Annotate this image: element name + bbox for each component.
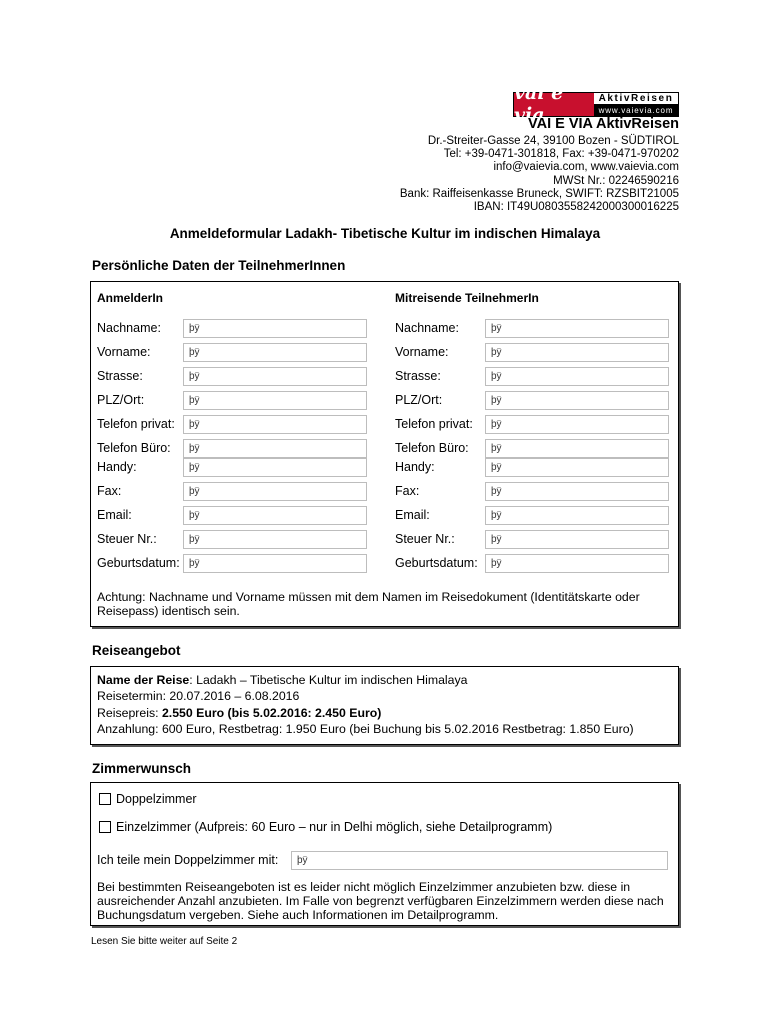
applicant-vorname-field[interactable]: þÿ [183, 343, 367, 362]
applicant-telefon-buero-field[interactable]: þÿ [183, 439, 367, 458]
single-room-checkbox[interactable] [99, 820, 111, 838]
address-line: info@vaievia.com, www.vaievia.com [493, 161, 679, 174]
label-vorname: Vorname: [395, 345, 449, 359]
address-line: IBAN: IT49U0803558242000300016225 [473, 201, 679, 214]
applicant-handy-field[interactable]: þÿ [183, 458, 367, 477]
offer-name-value: : Ladakh – Tibetische Kultur im indischen Himalaya [189, 673, 468, 687]
label-email: Email: [395, 508, 430, 522]
label-nachname: Nachname: [395, 321, 459, 335]
applicant-strasse-field[interactable]: þÿ [183, 367, 367, 386]
label-fax: Fax: [97, 484, 122, 498]
companion-geburtsdatum-field[interactable]: þÿ [485, 554, 669, 573]
company-logo [513, 81, 679, 126]
companion-plz-ort-field[interactable]: þÿ [485, 391, 669, 410]
column-head-applicant: AnmelderIn [97, 291, 164, 305]
label-steuer-nr: Steuer Nr.: [97, 532, 157, 546]
label-handy: Handy: [97, 460, 137, 474]
label-nachname: Nachname: [97, 321, 161, 335]
section-title-room: Zimmerwunsch [92, 761, 192, 776]
label-strasse: Strasse: [97, 369, 143, 383]
applicant-email-field[interactable]: þÿ [183, 506, 367, 525]
section-title-personal: Persönliche Daten der TeilnehmerInnen [92, 258, 346, 273]
applicant-plz-ort-field[interactable]: þÿ [183, 391, 367, 410]
label-telefon-buero: Telefon Büro: [97, 441, 171, 455]
label-geburtsdatum: Geburtsdatum: [395, 556, 478, 570]
address-line: Bank: Raiffeisenkasse Bruneck, SWIFT: RZSBIT21005 [399, 187, 679, 200]
share-room-field[interactable]: þÿ [291, 851, 668, 870]
companion-strasse-field[interactable]: þÿ [485, 367, 669, 386]
offer-trip-name [97, 672, 467, 688]
companion-fax-field[interactable]: þÿ [485, 482, 669, 501]
address-line: Dr.-Streiter-Gasse 24, 39100 Bozen - SÜDTIROL [427, 135, 679, 147]
label-plz-ort: PLZ/Ort: [395, 393, 443, 407]
label-vorname: Vorname: [97, 345, 151, 359]
companion-nachname-field[interactable]: þÿ [485, 319, 669, 338]
label-strasse: Strasse: [395, 369, 441, 383]
applicant-nachname-field[interactable]: þÿ [183, 319, 367, 338]
label-steuer-nr: Steuer Nr.: [395, 532, 455, 546]
offer-price [97, 705, 381, 721]
label-telefon-privat: Telefon privat: [395, 417, 473, 431]
page-footer: Lesen Sie bitte weiter auf Seite 2 [91, 936, 238, 947]
offer-dates: Reisetermin: 20.07.2016 – 6.08.2016 [97, 689, 300, 703]
applicant-geburtsdatum-field[interactable]: þÿ [183, 554, 367, 573]
company-address [400, 135, 679, 214]
label-telefon-privat: Telefon privat: [97, 417, 175, 431]
offer-name-label: Name der Reise [97, 673, 190, 687]
company-name: VAI E VIA AktivReisen [528, 116, 679, 132]
share-room-label: Ich teile mein Doppelzimmer mit: [97, 853, 279, 867]
companion-telefon-privat-field[interactable]: þÿ [485, 415, 669, 434]
offer-price-value: 2.550 Euro (bis 5.02.2016: 2.450 Euro) [161, 706, 382, 720]
applicant-telefon-privat-field[interactable]: þÿ [183, 415, 367, 434]
offer-deposit: Anzahlung: 600 Euro, Restbetrag: 1.950 Euro (bei Buchung bis 5.02.2016 Restbetrag: 1.850 Euro) [97, 722, 634, 736]
column-head-companion: Mitreisende TeilnehmerIn [395, 291, 539, 305]
companion-email-field[interactable]: þÿ [485, 506, 669, 525]
companion-handy-field[interactable]: þÿ [485, 458, 669, 477]
label-plz-ort: PLZ/Ort: [97, 393, 145, 407]
logo-wordmark: vai e via [514, 93, 594, 116]
companion-vorname-field[interactable]: þÿ [485, 343, 669, 362]
label-email: Email: [97, 508, 132, 522]
section-title-offer: Reiseangebot [92, 643, 181, 658]
companion-telefon-buero-field[interactable]: þÿ [485, 439, 669, 458]
label-telefon-buero: Telefon Büro: [395, 441, 469, 455]
applicant-fax-field[interactable]: þÿ [183, 482, 367, 501]
name-warning-note: Achtung: Nachname und Vorname müssen mit dem Namen im Reisedokument (Identitätskarte oder Reisepass) identisch sein. [97, 590, 640, 618]
logo-url: www.vaievia.com [594, 105, 678, 116]
offer-price-label: Reisepreis: [97, 706, 162, 720]
logo-subtitle: AktivReisen [594, 93, 678, 105]
double-room-label: Doppelzimmer [116, 792, 197, 806]
single-room-note: Bei bestimmten Reiseangeboten ist es leider nicht möglich Einzelzimmer anzubieten bzw. diese in ausreichender Anzahl anzubieten. Im Falle von begrenzt verfügbaren Einzelzimmern werden diese nach Buchungsdatum vergeben. Siehe auch Informationen im Detailprogramm. [97, 880, 664, 922]
label-geburtsdatum: Geburtsdatum: [97, 556, 180, 570]
label-fax: Fax: [395, 484, 420, 498]
double-room-checkbox[interactable] [99, 792, 111, 810]
label-handy: Handy: [395, 460, 435, 474]
applicant-steuer-nr-field[interactable]: þÿ [183, 530, 367, 549]
form-title: Anmeldeformular Ladakh- Tibetische Kultur im indischen Himalaya [169, 226, 601, 241]
single-room-label: Einzelzimmer (Aufpreis: 60 Euro – nur in Delhi möglich, siehe Detailprogramm) [116, 820, 553, 834]
companion-steuer-nr-field[interactable]: þÿ [485, 530, 669, 549]
address-line: Tel: +39-0471-301818, Fax: +39-0471-970202 [443, 148, 679, 161]
address-line: MWSt Nr.: 02246590216 [553, 174, 679, 187]
